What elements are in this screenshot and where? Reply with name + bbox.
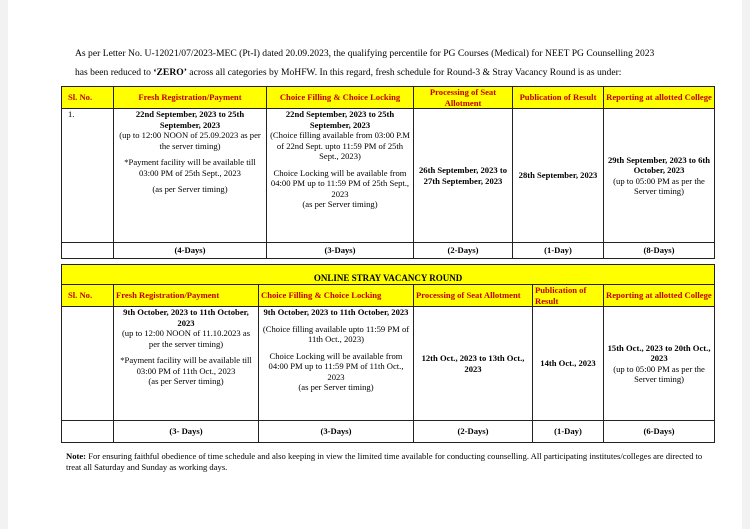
note-text: For ensuring faithful obedience of time schedule and also keeping in view the limited time available for conducting counselling. All participating institutes/colleges are directed to treat all Saturday and Sunday as working days.	[66, 451, 703, 472]
stray-days-publication: (1-Day)	[533, 421, 604, 443]
stray-publication-cell: 14th Oct., 2023	[533, 307, 604, 421]
stray-title-row	[62, 265, 715, 285]
intro-line-2-pre: has been reduced to	[75, 67, 154, 78]
stray-schedule-row	[62, 307, 715, 421]
round3-days-processing: (2-Days)	[414, 243, 513, 259]
stray-registration-cell	[114, 307, 259, 421]
round3-sl-cell: 1.	[62, 109, 114, 243]
round3-reporting-upto: (up to 05:00 PM as per the Server timing)	[613, 175, 705, 196]
note-paragraph	[66, 451, 706, 472]
round3-days-reporting: (8-Days)	[604, 243, 715, 259]
stray-header-processing: Processing of Seat Allotment	[414, 285, 533, 307]
stray-sl-cell	[62, 307, 114, 421]
header-choice-filling: Choice Filling & Choice Locking	[267, 87, 414, 109]
round3-choice-locking: Choice Locking will be available from 04:00 PM up to 11:59 PM of 25th Sept., 2023	[270, 167, 410, 199]
header-reporting: Reporting at allotted College	[604, 87, 715, 109]
stray-reporting-cell	[604, 307, 715, 421]
stray-days-processing: (2-Days)	[414, 421, 533, 443]
stray-schedule-table	[61, 264, 715, 443]
stray-reg-upto: (up to 12:00 NOON of 11.10.2023 as per the server timing)	[121, 328, 251, 349]
intro-zero-text: ‘ZERO’	[153, 67, 187, 78]
stray-days-choice: (3-Days)	[259, 421, 414, 443]
round3-schedule-row	[62, 109, 715, 243]
round3-days-publication: (1-Day)	[513, 243, 604, 259]
stray-choice-cell	[259, 307, 414, 421]
stray-header-choice-filling: Choice Filling & Choice Locking	[259, 285, 414, 307]
round3-days-row	[62, 243, 715, 259]
stray-reg-server: (as per Server timing)	[148, 376, 224, 386]
note-label: Note:	[66, 451, 87, 461]
round3-days-choice: (3-Days)	[267, 243, 414, 259]
stray-choice-locking: Choice Locking will be available from 04:00 PM up to 11:59 PM of 11th Oct., 2023	[268, 350, 404, 382]
round3-reporting-cell	[604, 109, 715, 243]
stray-header-publication: Publication of Result	[533, 285, 604, 307]
stray-reporting-date: 15th Oct., 2023 to 20th Oct., 2023	[607, 342, 711, 363]
round3-choice-date: 22nd September, 2023 to 25th September, 2023	[285, 109, 395, 130]
stray-reporting-upto: (up to 05:00 PM as per the Server timing)	[613, 363, 705, 384]
intro-paragraph	[75, 44, 675, 82]
round3-choice-cell	[267, 109, 414, 243]
intro-line-2-post: across all categories by MoHFW. In this regard, fresh schedule for Round-3 & Stray Vacancy Round is as under:	[186, 67, 622, 78]
stray-header-registration: Fresh Registration/Payment	[114, 285, 259, 307]
round3-days-registration: (4-Days)	[114, 243, 267, 259]
round3-days-blank	[62, 243, 114, 259]
round3-schedule-table	[61, 86, 715, 259]
round3-header-row	[62, 87, 715, 109]
stray-header-row	[62, 285, 715, 307]
stray-days-reporting: (6-Days)	[604, 421, 715, 443]
stray-choice-filling: (Choice filling available upto 11:59 PM of 11th Oct., 2023)	[262, 323, 410, 344]
stray-header-reporting: Reporting at allotted College	[604, 285, 715, 307]
round3-reporting-date: 29th September, 2023 to 6th October, 2023	[607, 154, 711, 175]
stray-choice-server: (as per Server timing)	[298, 382, 374, 392]
header-publication: Publication of Result	[513, 87, 604, 109]
stray-days-registration: (3- Days)	[114, 421, 259, 443]
document-page	[8, 0, 742, 529]
intro-line-1: As per Letter No. U-12021/07/2023-MEC (Pt-I) dated 20.09.2023, the qualifying percentile for PG Courses (Medical) for NEET PG Counselling 2023	[75, 48, 655, 59]
round3-reg-upto: (up to 12:00 NOON of 25.09.2023 as per the server timing)	[119, 130, 261, 151]
round3-publication-cell: 28th September, 2023	[513, 109, 604, 243]
stray-header-sl-no: Sl. No.	[62, 285, 114, 307]
stray-days-blank	[62, 421, 114, 443]
round3-processing-cell: 26th September, 2023 to 27th September, 2023	[414, 109, 513, 243]
round3-reg-server: (as per Server timing)	[152, 184, 228, 194]
round3-choice-server: (as per Server timing)	[302, 199, 378, 209]
round3-reg-date: 22nd September, 2023 to 25th September, 2023	[135, 109, 245, 130]
stray-days-row	[62, 421, 715, 443]
round3-choice-filling: (Choice filling available from 03:00 P.M of 22nd Sept. upto 11:59 PM of 25th Sept., 2023)	[270, 130, 410, 161]
stray-choice-date: 9th October, 2023 to 11th October, 2023	[263, 307, 409, 317]
round3-registration-cell	[114, 109, 267, 243]
stray-round-title: ONLINE STRAY VACANCY ROUND	[62, 265, 715, 285]
header-registration: Fresh Registration/Payment	[114, 87, 267, 109]
stray-reg-payment: *Payment facility will be available till 03:00 PM of 11th Oct., 2023	[120, 355, 252, 376]
header-processing: Processing of Seat Allotment	[414, 87, 513, 109]
stray-reg-date: 9th October, 2023 to 11th October, 2023	[123, 307, 249, 328]
stray-processing-cell: 12th Oct., 2023 to 13th Oct., 2023	[414, 307, 533, 421]
round3-reg-payment: *Payment facility will be available till 03:00 PM of 25th Sept., 2023	[124, 157, 256, 178]
header-sl-no: Sl. No.	[62, 87, 114, 109]
